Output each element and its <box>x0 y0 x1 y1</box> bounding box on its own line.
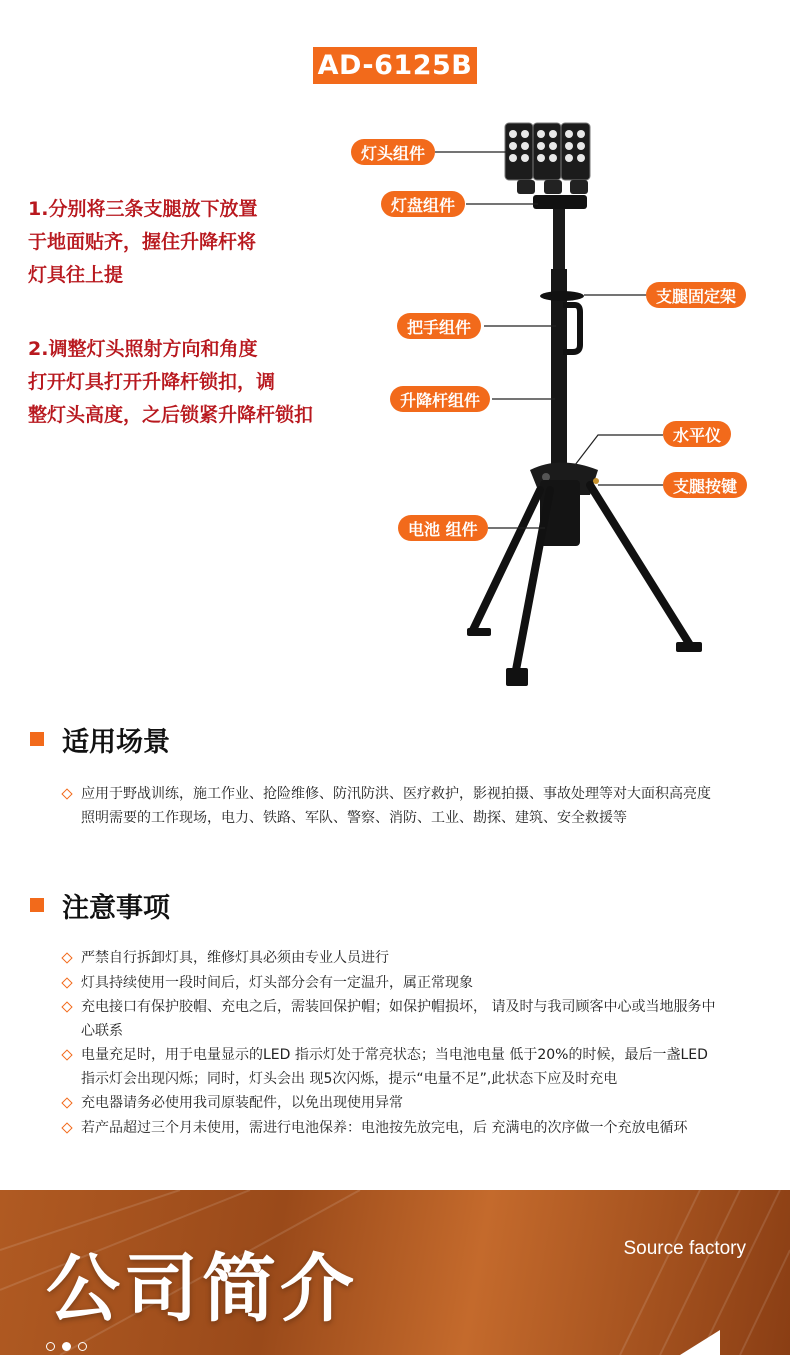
instruction-step-2: 2.调整灯头照射方向和角度 打开灯具打开升降杆锁扣，调 整灯头高度，之后锁紧升降杆锁扣 <box>28 338 314 426</box>
callout-battery <box>398 515 488 541</box>
banner-subtitle: Source factory <box>623 1238 746 1259</box>
callout-lamp-plate-label: 灯盘组件 <box>391 195 456 215</box>
list-item <box>61 972 721 996</box>
applications-list <box>61 783 721 831</box>
list-item-text: 严禁自行拆卸灯具，维修灯具必须由专业人员进行 <box>81 950 389 966</box>
list-item-text: 灯具持续使用一段时间后，灯头部分会有一定温升，属正常现象 <box>81 974 473 991</box>
list-item <box>61 1044 721 1091</box>
carousel-dot[interactable] <box>78 1342 87 1351</box>
list-item <box>61 1092 721 1116</box>
callout-lift-pole <box>390 386 490 412</box>
callout-level <box>663 421 731 447</box>
list-item-text: 应用于野战训练，施工作业、抢险维修、防汛防洪、医疗救护，影视拍摄、事故处理等对大面积高亮度照明需要的工作现场，电力、铁路、军队、警察、消防、工业、勘探、建筑、安全救援等 <box>81 786 711 826</box>
callout-lamp-plate <box>381 191 465 217</box>
callout-lift-pole-label: 升降杆组件 <box>400 390 481 410</box>
carousel-dot[interactable] <box>46 1342 55 1351</box>
carousel-dots <box>46 1342 87 1351</box>
diamond-bullet-icon <box>61 1122 72 1133</box>
instruction-step-1: 1.分别将三条支腿放下放置 于地面贴齐，握住升降杆将 灯具往上提 <box>28 198 258 286</box>
diamond-bullet-icon <box>61 1097 72 1108</box>
diamond-bullet-icon <box>61 977 72 988</box>
model-number: AD-6125B <box>317 50 473 81</box>
list-item-text: 电量充足时，用于电量显示的LED 指示灯处于常亮状态；当电池电量 低于20%的时候，最后一盏LED 指示灯会出现闪烁；同时，灯头会出 现5次闪烁，提示“电量不足”,此状态下应及时充电 <box>81 1047 708 1087</box>
callout-leg-bracket <box>646 282 746 308</box>
notes-heading <box>30 890 170 924</box>
callout-lamp-head <box>351 139 435 165</box>
notes-list <box>61 947 721 1141</box>
carousel-dot-active[interactable] <box>62 1342 71 1351</box>
list-item <box>61 996 721 1043</box>
light-tower-image <box>467 123 702 686</box>
callout-leg-bracket-label: 支腿固定架 <box>656 286 737 306</box>
diamond-bullet-icon <box>61 1049 72 1060</box>
square-bullet-icon <box>30 898 44 912</box>
list-item-text: 若产品超过三个月未使用，需进行电池保养：电池按先放完电，后 充满电的次序做一个充放电循环 <box>81 1119 688 1136</box>
applications-heading <box>30 724 170 758</box>
callout-level-label: 水平仪 <box>673 425 722 445</box>
banner-title: 公司简介 <box>46 1246 358 1332</box>
notes-title: 注意事项 <box>62 892 170 924</box>
callout-lamp-head-label: 灯头组件 <box>361 143 426 163</box>
list-item-text: 充电器请务必使用我司原装配件，以免出现使用异常 <box>81 1095 403 1111</box>
diamond-bullet-icon <box>61 788 72 799</box>
diamond-bullet-icon <box>61 1001 72 1012</box>
callout-leg-button-label: 支腿按键 <box>673 476 738 496</box>
callout-handle-label: 把手组件 <box>407 317 472 337</box>
callout-battery-label: 电池 组件 <box>408 519 478 539</box>
square-bullet-icon <box>30 732 44 746</box>
callout-leg-button <box>663 472 747 498</box>
list-item-text: 充电接口有保护胶帽、充电之后，需装回保护帽；如保护帽损坏， 请及时与我司顾客中心或当地服务中心联系 <box>81 999 716 1039</box>
list-item <box>61 783 721 830</box>
diamond-bullet-icon <box>61 952 72 963</box>
list-item <box>61 1117 721 1141</box>
company-banner <box>0 1190 790 1355</box>
list-item <box>61 947 721 971</box>
callout-handle <box>397 313 481 339</box>
applications-title: 适用场景 <box>62 726 170 758</box>
